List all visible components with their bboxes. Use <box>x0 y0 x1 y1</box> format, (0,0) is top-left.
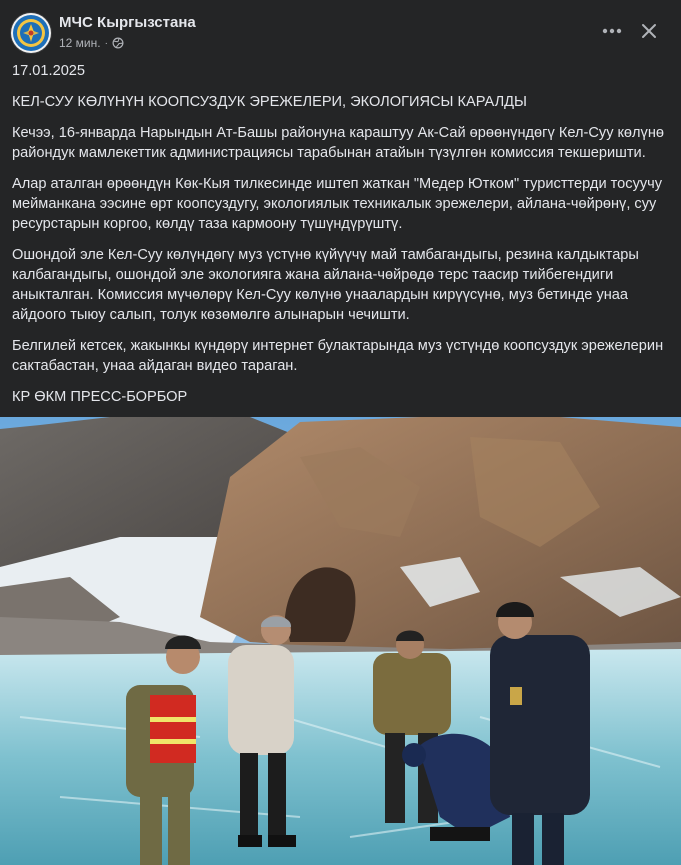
meta-separator: · <box>104 37 108 49</box>
post-headline: КЕЛ-СУУ КӨЛҮНҮН КООПСУЗДУК ЭРЕЖЕЛЕРИ, ЭКОЛОГИЯСЫ КАРАЛДЫ <box>12 94 527 110</box>
photo-frozen-lake-inspection <box>0 417 681 865</box>
post-paragraph: Алар аталган өрөөндүн Көк-Кыя тилкесинде иштеп жаткан "Медер Ютком" туристтерди тосуучу мейманкана ээсине өрт коопсуздугу, экологиялык техникалык эрежелери, айлана-чөйрөнү, суу ресурстарын коргоо, көлдү таза кармоону түшүндүрүштү. <box>12 176 663 232</box>
post-paragraph: Ошондой эле Кел-Суу көлүндөгү муз үстүнө күйүүчү май тамбагандыгы, резина калдыктары калбагандыгы, ошондой эле экологияга жана айлана-чөйрөдө терс таасир тийбегендиги аныкталган. Комиссия мүчөлөрү Кел-Суу көлүнө унаалардын кирүүсүнө, муз бетинде унаа айдоого тыюу салып, толук көзөмөлгө алынарын чечишти. <box>12 247 639 323</box>
post-time[interactable]: 12 мин. <box>59 36 101 50</box>
close-icon <box>641 23 657 39</box>
page-avatar[interactable] <box>11 13 51 53</box>
close-button[interactable] <box>634 17 664 45</box>
post-paragraph: Белгилей кетсек, жакынкы күндөрү интернет булактарында муз үстүндө коопсуздук эрежелерин сактабастан, унаа айдаган видео тараган. <box>12 338 664 374</box>
more-options-button[interactable] <box>596 17 628 45</box>
post-photo[interactable] <box>0 417 681 865</box>
post-date: 17.01.2025 <box>12 63 86 79</box>
post-header <box>0 0 681 60</box>
post-meta <box>59 36 124 50</box>
post-body <box>12 61 667 418</box>
page-name[interactable]: МЧС Кыргызстана <box>59 14 196 31</box>
globe-icon <box>112 37 124 49</box>
post-paragraph: Кечээ, 16-январда Нарындын Ат-Башы районуна караштуу Ак-Сай өрөөнүндөгү Кел-Суу көлүнө райондук мамлекеттик администрациясы тарабынан атайын түзүлгөн комиссия текшеришти. <box>12 125 665 161</box>
more-horizontal-icon <box>602 28 622 34</box>
emercom-emblem-icon <box>11 13 51 53</box>
post-signature: КР ӨКМ ПРЕСС-БОРБОР <box>12 389 188 405</box>
